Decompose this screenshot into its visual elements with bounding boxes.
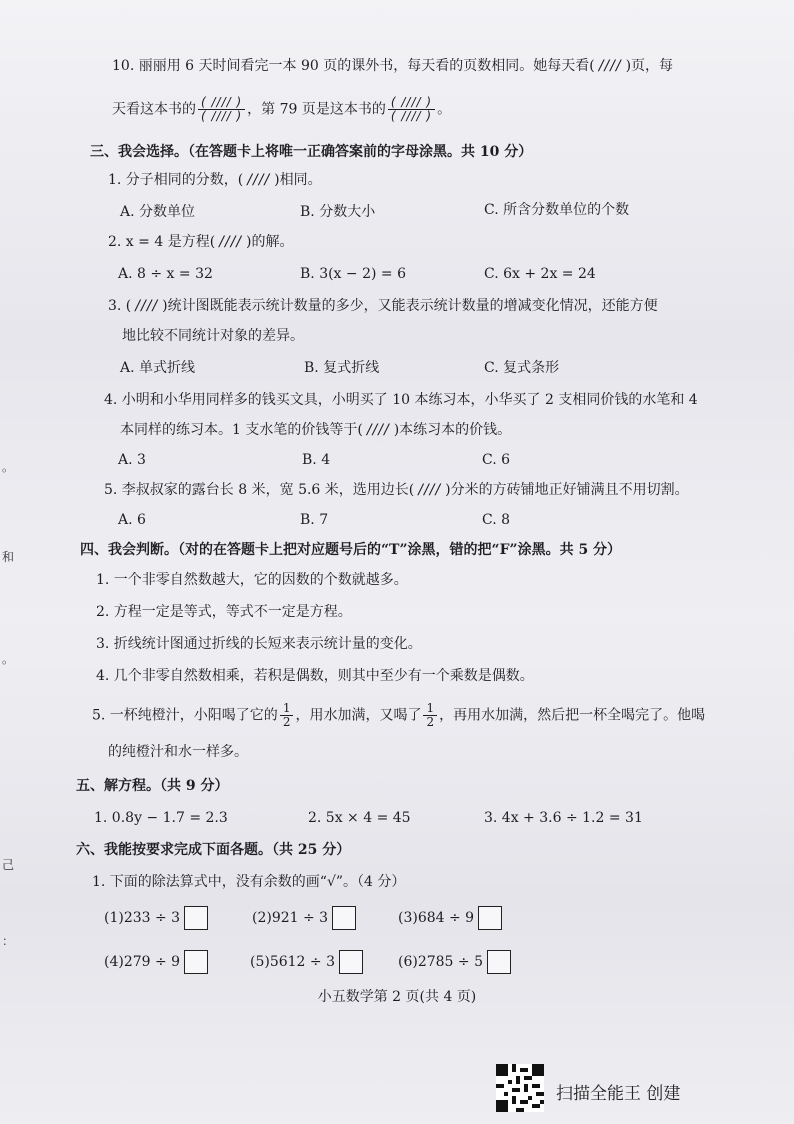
option-b[interactable]: B. 分数大小 [300,204,376,220]
option-a[interactable]: A. 单式折线 [120,360,196,376]
option-a[interactable]: A. 分数单位 [120,204,196,220]
division-item-2: (2)921 ÷ 3 [252,906,356,930]
question-10-line2: 天看这本书的 $\frac{( //// )}{( //// )}$ ，第 79 页是这本书的 $\frac{( //// )}{( //// )}$ 。 [112,95,452,123]
choice-question-4-line2: 本同样的练习本。1 支水笔的价钱等于( //// )本练习本的价钱。 [120,422,512,438]
page-footer: 小五数学第 2 页(共 4 页) [317,989,477,1005]
question-10-line1: 10. 丽丽用 6 天时间看完一本 90 页的课外书，每天看的页数相同。她每天看( //// )页，每 [112,58,674,74]
margin-fragment: 和 [2,550,15,564]
check-box[interactable] [487,950,511,974]
fraction-one-half: $\frac{1}{2}$ [280,702,294,729]
answer-blank[interactable]: //// [247,172,271,188]
judge-question-1: 1. 一个非零自然数越大，它的因数的个数就越多。 [96,572,408,588]
equation-2: 2. 5x × 4 = 45 [308,810,411,826]
fraction-blank[interactable]: $\frac{( //// )}{( //// )}$ [388,96,435,123]
option-b[interactable]: B. 3(x − 2) = 6 [300,266,406,282]
option-c[interactable]: C. 6 [482,452,511,468]
section-4-title: 四、我会判断。（对的在答题卡上把对应题号后的“T”涂黑，错的把“F”涂黑。共 5 分） [80,542,622,558]
answer-blank[interactable]: //// [598,58,622,74]
section-5-title: 五、解方程。（共 9 分） [76,778,229,794]
equation-1: 1. 0.8y − 1.7 = 2.3 [94,810,228,826]
answer-blank[interactable]: //// [366,422,390,438]
judge-question-3: 3. 折线统计图通过折线的长短来表示统计量的变化。 [96,636,422,652]
choice-question-4: 4. 小明和小华用同样多的钱买文具，小明买了 10 本练习本，小华买了 2 支相同价钱的水笔和 4 [104,392,698,408]
division-item-4: (4)279 ÷ 9 [104,950,208,974]
check-box[interactable] [339,950,363,974]
choice-question-5: 5. 李叔叔家的露台长 8 米，宽 5.6 米，选用边长( //// )分米的方砖铺地正好铺满且不用切割。 [104,482,689,498]
equation-3: 3. 4x + 3.6 ÷ 1.2 = 31 [484,810,643,826]
margin-fragment: 。 [2,652,15,666]
answer-blank[interactable]: //// [135,298,159,314]
section-3-title: 三、我会选择。（在答题卡上将唯一正确答案前的字母涂黑。共 10 分） [90,144,533,160]
option-c[interactable]: C. 8 [482,512,511,528]
check-box[interactable] [184,950,208,974]
margin-fragment: 己 [2,858,15,872]
division-item-5: (5)5612 ÷ 3 [250,950,363,974]
check-box[interactable] [332,906,356,930]
option-a[interactable]: A. 3 [118,452,146,468]
check-box[interactable] [478,906,502,930]
choice-question-1: 1. 分子相同的分数，( //// )相同。 [108,172,322,188]
division-item-1: (1)233 ÷ 3 [104,906,208,930]
option-c[interactable]: C. 6x + 2x = 24 [484,266,596,282]
judge-question-4: 4. 几个非零自然数相乘，若积是偶数，则其中至少有一个乘数是偶数。 [96,668,534,684]
option-b[interactable]: B. 7 [300,512,329,528]
answer-blank[interactable]: //// [418,482,442,498]
check-box[interactable] [184,906,208,930]
option-a[interactable]: A. 6 [118,512,146,528]
scanner-watermark: 扫描全能王 创建 [556,1084,681,1104]
answer-blank[interactable]: //// [219,234,243,250]
margin-fragment: 。 [2,460,15,474]
option-a[interactable]: A. 8 ÷ x = 32 [118,266,213,282]
option-c[interactable]: C. 复式条形 [484,360,560,376]
choice-question-3: 3. ( //// )统计图既能表示统计数量的多少，又能表示统计数量的增减变化情况，还能方便 [108,298,658,314]
division-item-3: (3)684 ÷ 9 [398,906,502,930]
fraction-blank[interactable]: $\frac{( //// )}{( //// )}$ [198,96,245,123]
fraction-one-half: $\frac{1}{2}$ [423,702,437,729]
section-6-title: 六、我能按要求完成下面各题。（共 25 分） [76,842,351,858]
qr-code-icon [496,1064,544,1112]
choice-question-3-line2: 地比较不同统计对象的差异。 [122,328,304,344]
judge-question-2: 2. 方程一定是等式，等式不一定是方程。 [96,604,352,620]
option-b[interactable]: B. 4 [302,452,331,468]
margin-fragment: ： [2,934,15,948]
choice-question-2: 2. x = 4 是方程( //// )的解。 [108,234,294,250]
task-question-1: 1. 下面的除法算式中，没有余数的画“√”。（4 分） [92,874,406,890]
division-item-6: (6)2785 ÷ 5 [398,950,511,974]
option-b[interactable]: B. 复式折线 [304,360,380,376]
judge-question-5-line2: 的纯橙汁和水一样多。 [108,744,248,760]
option-c[interactable]: C. 所含分数单位的个数 [484,202,630,218]
judge-question-5: 5. 一杯纯橙汁，小阳喝了它的 $\frac{1}{2}$ ，用水加满，又喝了 $\frac{1}{2}$ ，再用水加满，然后把一杯全喝完了。他喝 [92,701,706,729]
